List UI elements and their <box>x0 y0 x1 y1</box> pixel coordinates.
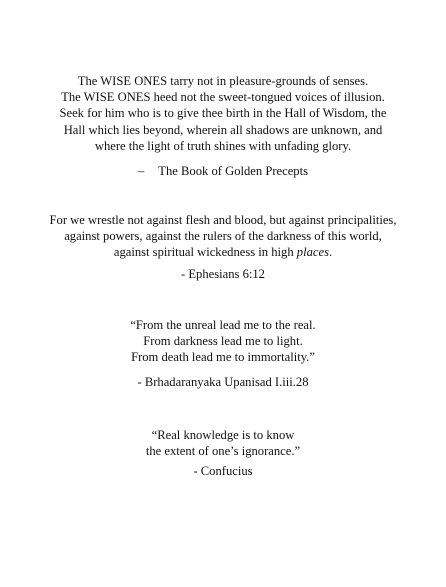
attribution-confucius: - Confucius <box>193 464 253 478</box>
quote-line: against powers, against the rulers of the darkness of this world, <box>64 229 382 244</box>
attribution-golden-precepts <box>0 163 446 179</box>
quote-line-last <box>0 244 446 260</box>
quote-line: “Real knowledge is to know <box>151 428 295 442</box>
quote-line: From darkness lead me to light. <box>143 334 303 349</box>
quote-line: Hall which lies beyond, wherein all shadows are unknown, and <box>63 122 383 137</box>
quote-line: From death lead me to immortality.” <box>131 350 315 365</box>
quote-line: the extent of one’s ignorance.” <box>145 444 301 459</box>
quote-line-prefix: against spiritual wickedness in high <box>113 245 297 260</box>
quote-line: where the light of truth shines with unfading glory. <box>94 138 352 153</box>
quote-line: The WISE ONES heed not the sweet-tongued voices of illusion. <box>61 90 385 105</box>
attribution-dash: – <box>138 164 145 178</box>
quote-golden-precepts <box>0 73 446 154</box>
quote-confucius <box>0 427 446 459</box>
quote-line: Seek for him who is to give thee birth in the Hall of Wisdom, the <box>59 106 387 121</box>
quote-line: “From the unreal lead me to the real. <box>130 318 316 332</box>
quote-line-suffix: . <box>328 245 333 260</box>
quote-upanisad <box>0 317 446 366</box>
attribution-upanisad: - Brhadaranyaka Upanisad I.iii.28 <box>137 375 309 389</box>
attribution-text: The Book of Golden Precepts <box>158 164 308 178</box>
quote-ephesians <box>0 212 446 261</box>
quote-line: For we wrestle not against flesh and blood, but against principalities, <box>49 213 397 227</box>
quote-emphasis: places <box>296 245 329 260</box>
attribution-ephesians: - Ephesians 6:12 <box>181 267 265 281</box>
quote-line: The WISE ONES tarry not in pleasure-grounds of senses. <box>77 74 369 88</box>
